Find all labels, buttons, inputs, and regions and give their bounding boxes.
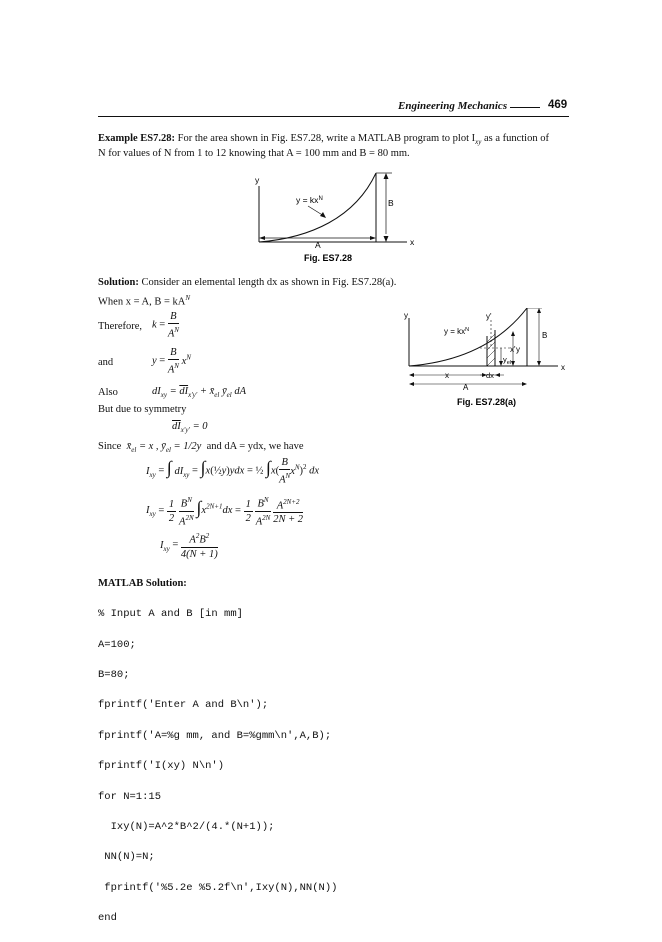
figure-es7-28a <box>400 308 575 408</box>
frac-y: $\frac{B}{A^N}$ <box>167 347 179 376</box>
equation-integral-1: $I_{xy}$ = ∫ $dI_{xy}$ = ∫x(½y)ydx = ½ ∫x( $\frac{B}{A^N}$ $x^N)^2$ dx <box>146 457 320 486</box>
running-header-title: Engineering Mechanics <box>398 100 508 112</box>
fig2-x-label: x <box>561 363 565 372</box>
fig2-A-label: A <box>463 383 469 392</box>
code-line: Ixy(N)=A^2*B^2/(4.*(N+1)); <box>98 821 275 834</box>
also-label: Also <box>98 387 118 398</box>
fig2-xprime-label: x' <box>510 345 516 354</box>
code-line: NN(N)=N; <box>98 851 155 864</box>
since-rest: and dA = ydx, we have <box>206 441 304 452</box>
fig2-hatch-3 <box>487 350 495 358</box>
when-text: When x = A, B = kA <box>98 296 186 308</box>
fig2-curve <box>409 308 527 366</box>
fig2-yel-sub: el <box>506 360 512 366</box>
fig2-yel-label <box>503 355 511 366</box>
fig2-curve-sup: N <box>465 327 470 333</box>
fig1-label-pointer-head <box>320 212 326 218</box>
fig1-A-arrow-left <box>259 236 265 240</box>
code-line: end <box>98 912 117 925</box>
matlab-code <box>98 592 337 942</box>
fig1-B-arrow-down <box>384 236 389 242</box>
example-sub: xy <box>475 138 482 147</box>
header-rule <box>98 116 569 117</box>
when-sup: N <box>185 294 191 302</box>
header-dash <box>510 107 540 108</box>
when-line <box>98 291 190 310</box>
example-text-1: For the area shown in Fig. ES7.28, write a MATLAB program to plot I <box>177 133 476 144</box>
solution-line <box>98 276 396 290</box>
fig2-xdim-label: x <box>445 371 449 380</box>
fig2-ydim-label: y <box>516 345 520 354</box>
fig1-A-arrow-right <box>370 236 376 240</box>
example-line-2: N for values of N from 1 to 12 knowing that A = 100 mm and B = 80 mm. <box>98 148 410 159</box>
fig2-curve-label <box>444 327 469 336</box>
fig2-B-label: B <box>542 331 548 340</box>
since-label: Since <box>98 441 122 452</box>
fig2-dx-arrow-left <box>495 373 500 377</box>
code-line: fprintf('I(xy) N\n') <box>98 760 225 773</box>
solution-intro: Consider an elemental length dx as shown in Fig. ES7.28(a). <box>141 277 397 288</box>
fig1-caption: Fig. ES7.28 <box>304 253 353 263</box>
fig2-A-arrow-right <box>522 382 527 386</box>
and-label: and <box>98 357 114 368</box>
fig2-B-arrow-up <box>537 308 541 313</box>
fig2-B-arrow-down <box>537 361 541 366</box>
fig2-yprime-label: y' <box>486 312 492 321</box>
fig1-curve-text: y = kx <box>296 195 319 205</box>
page-number: 469 <box>548 99 568 111</box>
fig1-y-label: y <box>255 175 260 185</box>
fig1-x-label: x <box>410 237 415 247</box>
fig1-curve-sup: N <box>318 196 323 202</box>
equation-result: $I_{xy}$ = $\frac{A^2B^2}{4(N + 1)}$ <box>160 532 218 560</box>
fig1-A-label: A <box>315 240 321 250</box>
fig1-B-label: B <box>388 198 394 208</box>
fig2-curve-text: y = kx <box>444 327 466 336</box>
fig1-B-arrow-up <box>384 173 389 179</box>
code-line: fprintf('Enter A and B\n'); <box>98 699 269 712</box>
figure-es7-28 <box>240 168 430 268</box>
fig2-y-arrow-down <box>511 361 515 366</box>
fig2-hatch-4 <box>487 358 495 366</box>
symmetry-label: But due to symmetry <box>98 404 187 415</box>
fig2-y-arrow-up <box>511 331 515 336</box>
since-line: Since $x̄_{el} = x$ , $ȳ_{el} = 1/2y$ and dA = ydx, we have <box>98 441 304 455</box>
solution-label: Solution: <box>98 277 139 288</box>
equation-dIxy: $dI_{xy} = \overline{dI}_{x'y'}$ + $x̄_{el}$ $ȳ_{el}$ dA <box>152 386 246 400</box>
fig2-caption: Fig. ES7.28(a) <box>457 397 517 407</box>
fig2-y-label: y <box>404 311 408 320</box>
fig1-curve-label <box>296 195 323 205</box>
code-line: fprintf('A=%g mm, and B=%gmm\n',A,B); <box>98 729 332 742</box>
equation-zero: $\overline{dI}_{x'y'} = 0$ <box>172 421 208 435</box>
equation-y: y = $\frac{B}{A^N}$ $x^N$ <box>152 347 191 376</box>
code-line: for N=1:15 <box>98 790 162 803</box>
therefore-label: Therefore, <box>98 321 143 332</box>
equation-k: k = $\frac{B}{A^N}$ <box>152 311 179 340</box>
fig2-A-arrow-left <box>409 382 414 386</box>
code-line: % Input A and B [in mm] <box>98 608 243 621</box>
frac-k: $\frac{B}{A^N}$ <box>167 311 179 340</box>
example-label: Example ES7.28: <box>98 133 176 144</box>
code-line: B=80; <box>98 669 130 682</box>
fig2-dx-label: dx <box>486 371 494 380</box>
code-line: A=100; <box>98 638 136 651</box>
fig1-curve <box>259 173 376 242</box>
matlab-heading: MATLAB Solution: <box>98 578 187 589</box>
code-line: fprintf('%5.2e %5.2f\n',Ixy(N),NN(N)) <box>98 881 338 894</box>
fig2-x-arrow-left <box>409 373 414 377</box>
equation-integral-2: $I_{xy}$ = $\frac{1}{2}$ $\frac{B^N}{A^{2N}}$ $\int x^{2N+1}dx$ = $\frac{1}{2}$ $\frac{B^N}{A^{2N}}$ $\frac{A^{2N+2}}{2N + 2}$ <box>146 496 304 527</box>
fig2-yel-text: y <box>503 355 507 364</box>
example-text-1-end: as a function of <box>481 133 549 144</box>
